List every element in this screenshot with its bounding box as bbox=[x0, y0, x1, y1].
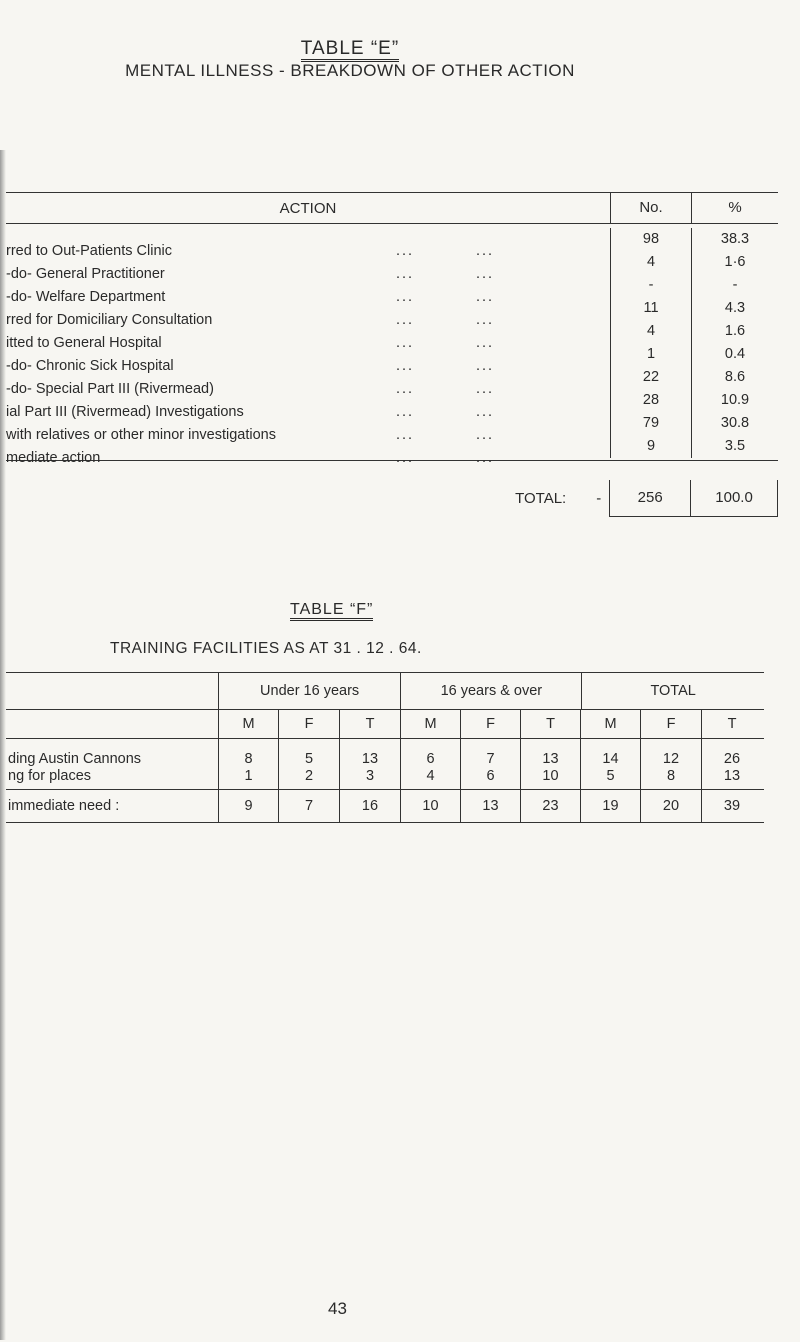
data-cell bbox=[701, 739, 762, 789]
total-cell: 13 bbox=[460, 790, 520, 822]
value-row-2: 6 bbox=[486, 768, 495, 784]
data-cell bbox=[400, 739, 460, 789]
table-f-title: TABLE “F” bbox=[290, 601, 373, 619]
total-pct: 100.0 bbox=[690, 480, 778, 517]
total-dash: - bbox=[596, 489, 602, 507]
row-no: 4 bbox=[610, 251, 691, 274]
row-pct: 8.6 bbox=[691, 366, 778, 389]
table-e-header bbox=[6, 193, 778, 224]
table-f bbox=[6, 672, 764, 823]
row-pct: 1.6 bbox=[691, 320, 778, 343]
subheader-cell: F bbox=[460, 710, 520, 738]
leader-dots: ... bbox=[396, 242, 415, 259]
leader-dots: ... bbox=[476, 380, 495, 397]
subheader-cell: M bbox=[218, 710, 278, 738]
row-no: 4 bbox=[610, 320, 691, 343]
value-row-1: 5 bbox=[304, 751, 314, 767]
leader-dots: ... bbox=[476, 311, 495, 328]
subheader-cell: T bbox=[339, 710, 400, 738]
leader-dots: ... bbox=[476, 288, 495, 305]
subheader-cell: T bbox=[701, 710, 762, 738]
total-cell: 23 bbox=[520, 790, 580, 822]
value-row-2: 3 bbox=[365, 768, 375, 784]
leader-dots: ... bbox=[396, 265, 415, 282]
row-no: 11 bbox=[610, 297, 691, 320]
total-label: TOTAL: bbox=[515, 489, 567, 507]
value-row-2: 4 bbox=[426, 768, 435, 784]
total-no: 256 bbox=[609, 480, 690, 517]
row-action-label: -do- Special Part III (Rivermead) bbox=[6, 380, 214, 397]
table-f-data-row bbox=[6, 739, 764, 790]
header-pct: % bbox=[691, 193, 778, 223]
group-16-and-over: 16 years & over bbox=[400, 673, 581, 709]
row-pct: 30.8 bbox=[691, 412, 778, 435]
total-cell: 9 bbox=[218, 790, 278, 822]
value-row-2: 8 bbox=[666, 768, 676, 784]
leader-dots: ... bbox=[476, 403, 495, 420]
leader-dots: ... bbox=[476, 426, 495, 443]
table-row bbox=[6, 228, 778, 259]
leader-dots: ... bbox=[396, 311, 415, 328]
data-cell bbox=[278, 739, 339, 789]
value-row-1: 8 bbox=[244, 751, 253, 767]
row-action-label: ial Part III (Rivermead) Investigations bbox=[6, 403, 244, 420]
subheader-cell: M bbox=[400, 710, 460, 738]
row-pct: 38.3 bbox=[691, 228, 778, 251]
data-labels bbox=[6, 739, 218, 789]
value-row-2: 2 bbox=[304, 768, 314, 784]
row-action-label: mediate action bbox=[6, 449, 101, 466]
value-row-1: 13 bbox=[542, 751, 559, 767]
table-f-subheader bbox=[6, 710, 764, 739]
row-no: 1 bbox=[610, 343, 691, 366]
total-cell: 16 bbox=[339, 790, 400, 822]
table-f-group-header bbox=[6, 673, 764, 710]
value-row-1: 26 bbox=[723, 751, 741, 767]
row-action-label: rred to Out-Patients Clinic bbox=[6, 242, 173, 259]
value-row-1: 12 bbox=[662, 751, 680, 767]
leader-dots: ... bbox=[476, 357, 495, 374]
leader-dots: ... bbox=[396, 403, 415, 420]
subheader-cell: F bbox=[640, 710, 701, 738]
total-cell: 7 bbox=[278, 790, 339, 822]
table-e-body bbox=[6, 224, 778, 466]
total-cell: 10 bbox=[400, 790, 460, 822]
value-row-1: 7 bbox=[486, 751, 495, 767]
leader-dots: ... bbox=[476, 242, 495, 259]
value-row-2: 5 bbox=[606, 768, 615, 784]
header-no: No. bbox=[610, 193, 691, 223]
data-cell bbox=[460, 739, 520, 789]
data-cell bbox=[580, 739, 640, 789]
value-row-1: 14 bbox=[602, 751, 619, 767]
data-cell bbox=[218, 739, 278, 789]
row-label: ng for places bbox=[8, 768, 92, 784]
row-pct: 10.9 bbox=[691, 389, 778, 412]
subheader-cell: F bbox=[278, 710, 339, 738]
table-e-subtitle: MENTAL ILLNESS - BREAKDOWN OF OTHER ACTION bbox=[125, 61, 575, 80]
value-row-1: 13 bbox=[361, 751, 379, 767]
row-no: - bbox=[610, 274, 691, 297]
value-row-2: 10 bbox=[542, 768, 559, 784]
row-label: ding Austin Cannons bbox=[8, 751, 142, 767]
leader-dots: ... bbox=[476, 334, 495, 351]
row-pct: 4.3 bbox=[691, 297, 778, 320]
row-pct: - bbox=[691, 274, 778, 297]
leader-dots: ... bbox=[476, 449, 495, 466]
row-pct: 1·6 bbox=[691, 251, 778, 274]
row-action-label: -do- Chronic Sick Hospital bbox=[6, 357, 174, 374]
header-action: ACTION bbox=[279, 199, 337, 217]
value-row-2: 1 bbox=[244, 768, 253, 784]
table-f-subtitle: TRAINING FACILITIES AS AT 31 . 12 . 64. bbox=[110, 640, 422, 657]
row-pct: 3.5 bbox=[691, 435, 778, 458]
value-row-2: 13 bbox=[723, 768, 741, 784]
table-e-title: TABLE “E” bbox=[0, 38, 700, 60]
row-action-label: -do- General Practitioner bbox=[6, 265, 165, 282]
row-no: 22 bbox=[610, 366, 691, 389]
table-e bbox=[6, 192, 778, 466]
leader-dots: ... bbox=[396, 334, 415, 351]
row-no: 28 bbox=[610, 389, 691, 412]
total-cell: 20 bbox=[640, 790, 701, 822]
leader-dots: ... bbox=[396, 426, 415, 443]
page-number: 43 bbox=[328, 1299, 347, 1318]
leader-dots: ... bbox=[476, 265, 495, 282]
subheader-cell: T bbox=[520, 710, 580, 738]
leader-dots: ... bbox=[396, 357, 415, 374]
row-pct: 0.4 bbox=[691, 343, 778, 366]
total-row-label: immediate need : bbox=[8, 798, 120, 814]
row-action-label: -do- Welfare Department bbox=[6, 288, 166, 305]
table-f-total-row bbox=[6, 790, 764, 822]
group-under-16: Under 16 years bbox=[218, 673, 401, 709]
row-action-label: rred for Domiciliary Consultation bbox=[6, 311, 213, 328]
table-e-total-row bbox=[6, 480, 778, 516]
subheader-cell: M bbox=[580, 710, 640, 738]
data-cell bbox=[339, 739, 400, 789]
row-no: 79 bbox=[610, 412, 691, 435]
leader-dots: ... bbox=[396, 288, 415, 305]
total-cell: 39 bbox=[701, 790, 762, 822]
leader-dots: ... bbox=[396, 380, 415, 397]
row-action-label: with relatives or other minor investigations bbox=[6, 426, 276, 443]
value-row-1: 6 bbox=[426, 751, 435, 767]
row-action-label: itted to General Hospital bbox=[6, 334, 162, 351]
data-cell bbox=[640, 739, 701, 789]
leader-dots: ... bbox=[396, 449, 415, 466]
total-cell: 19 bbox=[580, 790, 640, 822]
row-no: 9 bbox=[610, 435, 691, 458]
data-cell bbox=[520, 739, 580, 789]
group-total: TOTAL bbox=[581, 673, 764, 709]
row-no: 98 bbox=[610, 228, 691, 251]
